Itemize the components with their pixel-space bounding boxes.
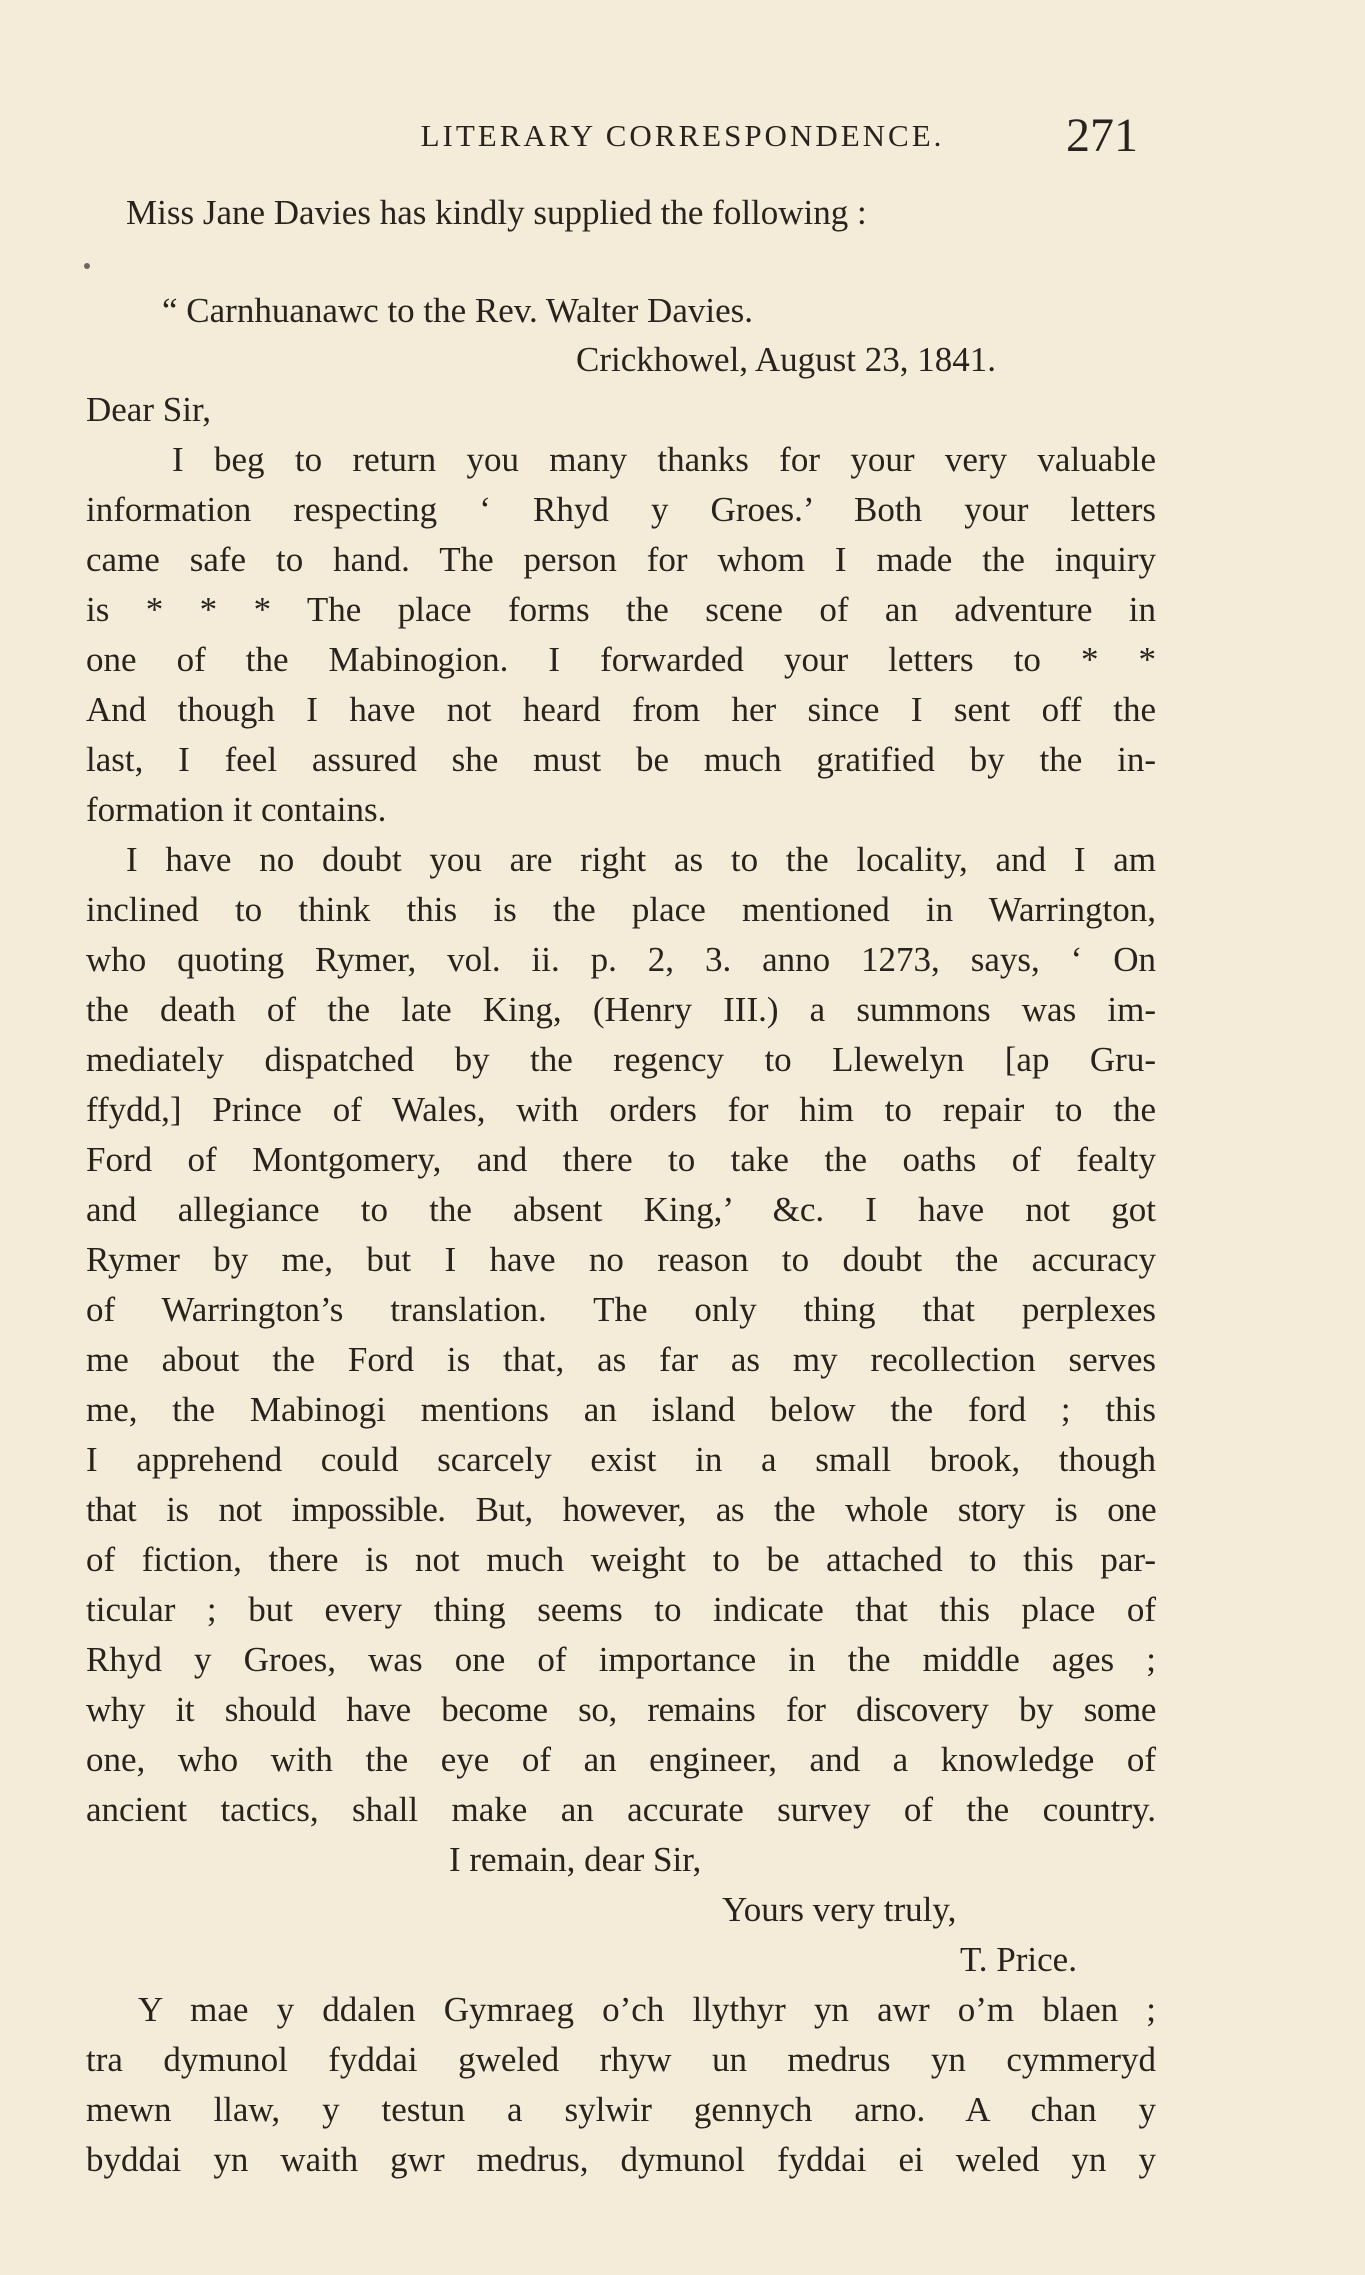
- welsh-paragraph-line: byddai yn waith gwr medrus, dymunol fyddai ei weled yn y: [86, 2140, 1156, 2179]
- letter-place-date: Crickhowel, August 23, 1841.: [576, 340, 996, 379]
- welsh-paragraph-line: mewn llaw, y testun a sylwir gennych arno. A chan y: [86, 2090, 1156, 2129]
- paragraph-2-line: I apprehend could scarcely exist in a small brook, though: [86, 1440, 1156, 1479]
- paragraph-1-line: last, I feel assured she must be much gratified by the in-: [86, 740, 1156, 779]
- paragraph-2-line: ffydd,] Prince of Wales, with orders for him to repair to the: [86, 1090, 1156, 1129]
- paragraph-2-line: the death of the late King, (Henry III.) a summons was im-: [86, 990, 1156, 1029]
- paragraph-2-line: me, the Mabinogi mentions an island below the ford ; this: [86, 1390, 1156, 1429]
- running-title: LITERARY CORRESPONDENCE.: [420, 118, 945, 153]
- paragraph-2-line: that is not impossible. But, however, as the whole story is one: [86, 1490, 1156, 1529]
- letter-heading: “ Carnhuanawc to the Rev. Walter Davies.: [162, 291, 754, 330]
- paragraph-2-line: one, who with the eye of an engineer, and a knowledge of: [86, 1740, 1156, 1779]
- welsh-paragraph-line: Y mae y ddalen Gymraeg o’ch llythyr yn awr o’m blaen ;: [138, 1990, 1156, 2029]
- paragraph-1-line: came safe to hand. The person for whom I made the inquiry: [86, 540, 1156, 579]
- intro-line: Miss Jane Davies has kindly supplied the following :: [126, 193, 867, 232]
- letter-valediction: Yours very truly,: [722, 1890, 957, 1929]
- letter-signature: T. Price.: [960, 1940, 1077, 1979]
- paragraph-2-line: me about the Ford is that, as far as my recollection serves: [86, 1340, 1156, 1379]
- letter-closing: I remain, dear Sir,: [449, 1840, 702, 1879]
- paragraph-2-line: and allegiance to the absent King,’ &c. I have not got: [86, 1190, 1156, 1229]
- paragraph-1-line: formation it contains.: [86, 790, 387, 829]
- paragraph-2-line: who quoting Rymer, vol. ii. p. 2, 3. anno 1273, says, ‘ On: [86, 940, 1156, 979]
- paragraph-2-line: why it should have become so, remains for discovery by some: [86, 1690, 1156, 1729]
- paragraph-2-line: mediately dispatched by the regency to Llewelyn [ap Gru-: [86, 1040, 1156, 1079]
- paragraph-2-line: of fiction, there is not much weight to be attached to this par-: [86, 1540, 1156, 1579]
- paragraph-2-line: inclined to think this is the place mentioned in Warrington,: [86, 890, 1156, 929]
- paragraph-2-line: Ford of Montgomery, and there to take the oaths of fealty: [86, 1140, 1156, 1179]
- paragraph-2-line: I have no doubt you are right as to the locality, and I am: [126, 840, 1156, 879]
- paragraph-2-line: Rymer by me, but I have no reason to doubt the accuracy: [86, 1240, 1156, 1279]
- paragraph-1-line: one of the Mabinogion. I forwarded your letters to * *: [86, 640, 1156, 679]
- letter-salutation: Dear Sir,: [86, 390, 211, 429]
- paragraph-2-line: of Warrington’s translation. The only thing that perplexes: [86, 1290, 1156, 1329]
- paragraph-1-line: is * * * The place forms the scene of an adventure in: [86, 590, 1156, 629]
- stray-mark: [84, 263, 90, 269]
- paragraph-2-line: Rhyd y Groes, was one of importance in the middle ages ;: [86, 1640, 1156, 1679]
- paragraph-1-line: And though I have not heard from her since I sent off the: [86, 690, 1156, 729]
- paragraph-2-line: ticular ; but every thing seems to indicate that this place of: [86, 1590, 1156, 1629]
- paragraph-1-line: information respecting ‘ Rhyd y Groes.’ Both your letters: [86, 490, 1156, 529]
- paragraph-1-line: I beg to return you many thanks for your very valuable: [172, 440, 1156, 479]
- paragraph-2-line: ancient tactics, shall make an accurate survey of the country.: [86, 1790, 1156, 1829]
- page-number: 271: [1066, 109, 1138, 162]
- welsh-paragraph-line: tra dymunol fyddai gweled rhyw un medrus yn cymmeryd: [86, 2040, 1156, 2079]
